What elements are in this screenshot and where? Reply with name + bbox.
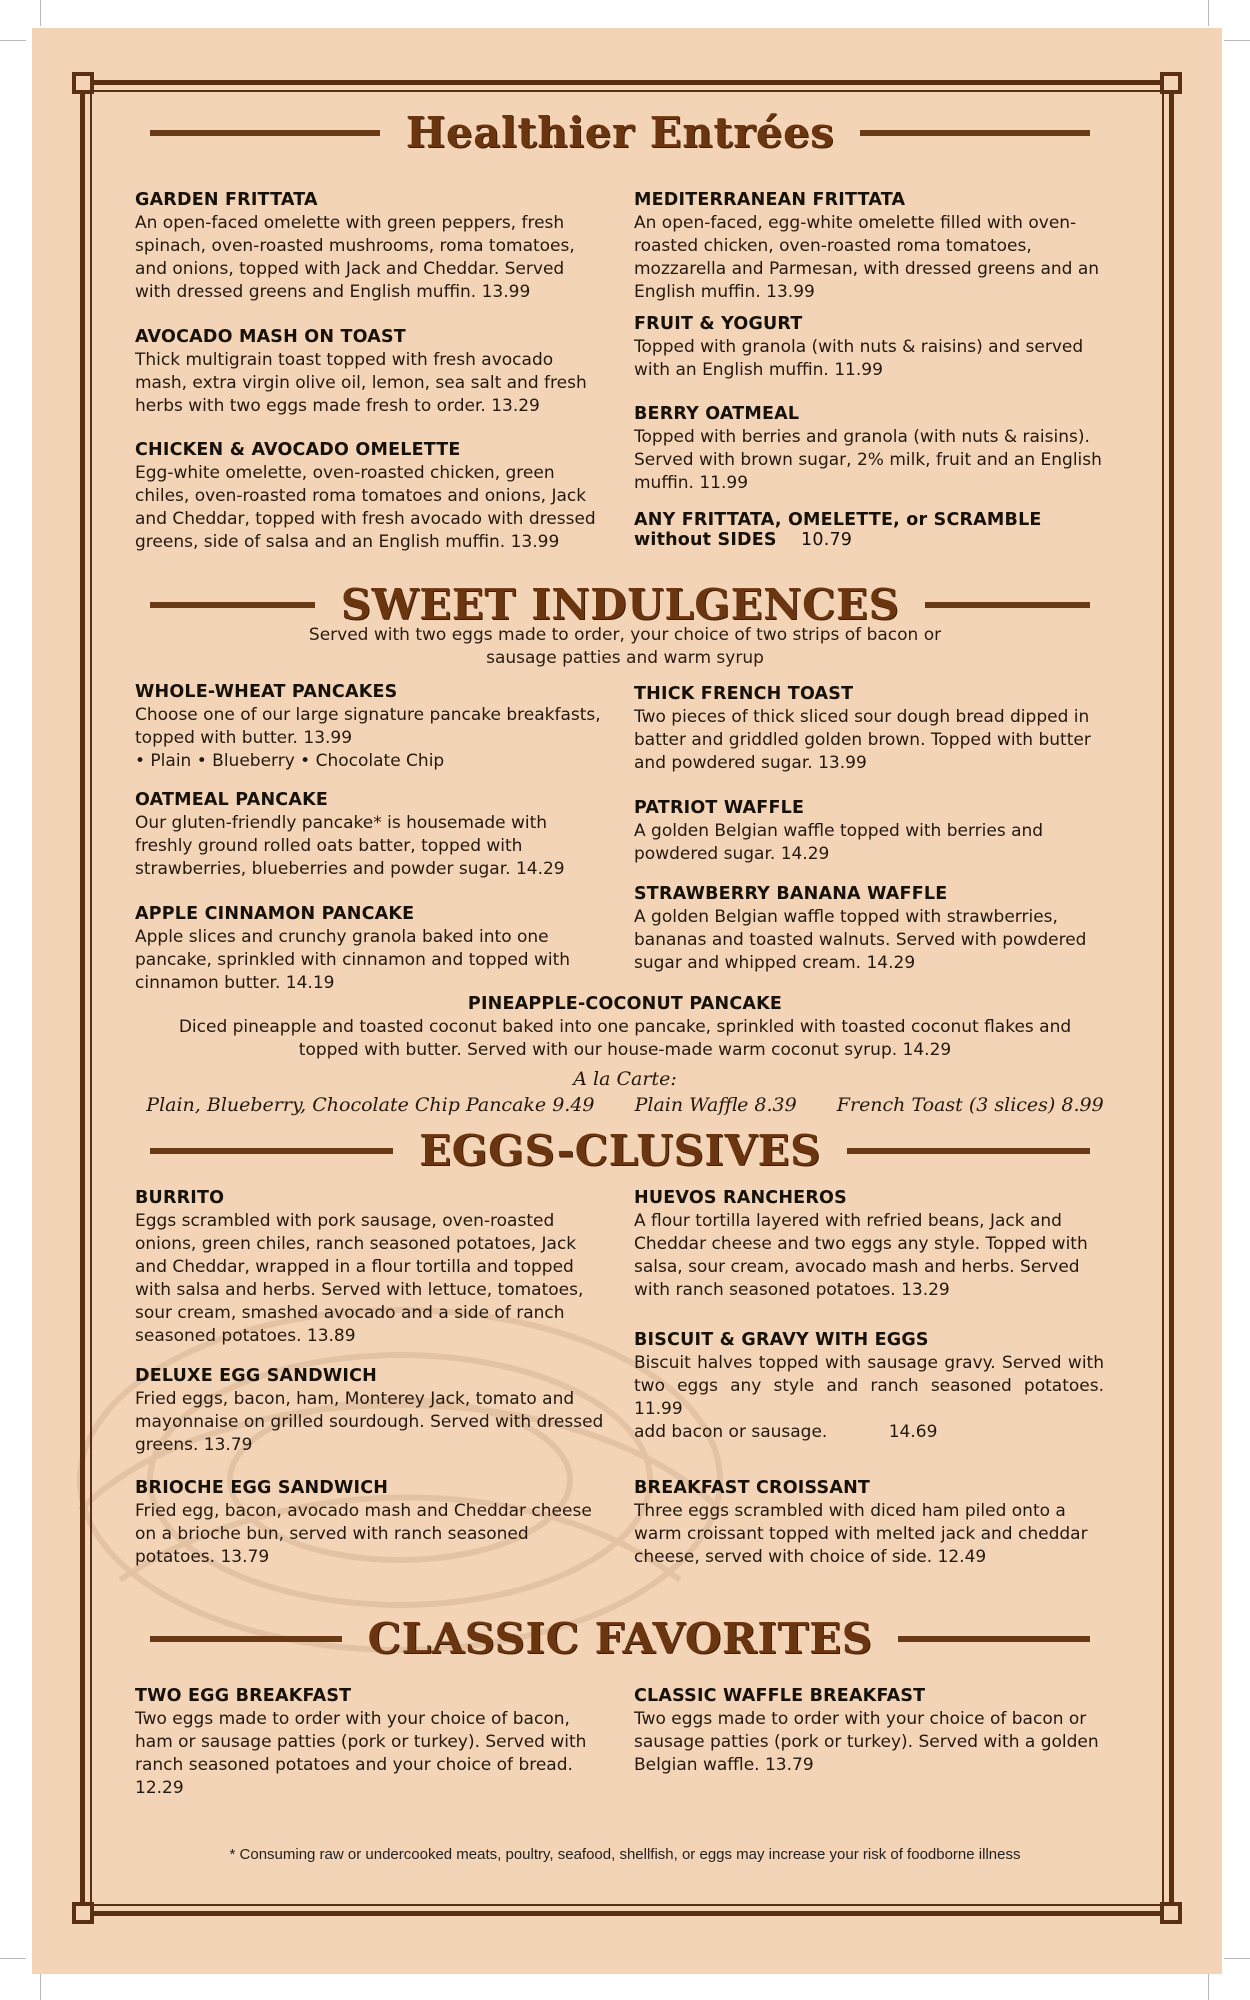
header-rule [150, 1148, 393, 1154]
item-desc: Three eggs scrambled with diced ham piled onto a warm croissant topped with melted jack and cheddar cheese, served with choice of side. 12.49 [634, 1501, 1088, 1567]
header-rule [925, 602, 1090, 608]
item-addon: add bacon or sausage. 14.69 [634, 1422, 938, 1442]
item-name: BREAKFAST CROISSANT [634, 1478, 871, 1498]
menu-item-strawberry-banana-waffle [634, 884, 1104, 975]
item-name: ANY FRITTATA, OMELETTE, or SCRAMBLE without SIDES 10.79 [634, 510, 1042, 550]
menu-item-fruit-yogurt [634, 314, 1104, 382]
item-name: STRAWBERRY BANANA WAFFLE [634, 884, 948, 904]
item-desc: An open-faced, egg-white omelette filled with oven-roasted chicken, oven-roasted roma tomatoes, mozzarella and Parmesan, with dressed greens and an English muffin. 13.99 [634, 213, 1100, 302]
section-title: CLASSIC FAVORITES [367, 1614, 873, 1663]
item-desc: Biscuit halves topped with sausage gravy. Served with two eggs any style and ranch seasoned potatoes. 11.99 [634, 1353, 1104, 1419]
item-price: 10.79 [801, 530, 853, 550]
item-desc: Eggs scrambled with pork sausage, oven-roasted onions, green chiles, ranch seasoned potatoes, Jack and Cheddar, wrapped in a flour tortilla and topped with salsa and herbs. Served with lettuce, tomatoes, sour cream, smashed avocado and a side of ranch seasoned potatoes. 13.89 [135, 1211, 584, 1346]
item-options: • Plain • Blueberry • Chocolate Chip [135, 751, 445, 771]
item-name: DELUXE EGG SANDWICH [135, 1366, 377, 1386]
header-rule [150, 1636, 342, 1642]
menu-item-brioche-egg-sandwich [135, 1478, 605, 1569]
menu-item-deluxe-egg-sandwich [135, 1366, 605, 1457]
item-price: 13.29 [901, 1280, 950, 1300]
menu-item-classic-waffle-breakfast [634, 1686, 1104, 1777]
item-price: 12.49 [937, 1547, 987, 1567]
section-header-sweet [150, 580, 1090, 629]
menu-item-thick-french-toast [634, 684, 1104, 775]
item-desc: A golden Belgian waffle topped with strawberries, bananas and toasted walnuts. Served with powdered sugar and whipped cream. 14.29 [634, 907, 1087, 973]
item-price: 11.99 [699, 473, 749, 493]
item-price: 13.99 [481, 282, 531, 302]
section-header-eggs [150, 1126, 1090, 1175]
menu-item-two-egg-breakfast [135, 1686, 605, 1800]
item-price: 14.19 [285, 973, 335, 993]
item-desc: Thick multigrain toast topped with fresh avocado mash, extra virgin olive oil, lemon, sea salt and fresh herbs with two eggs made fresh to order. 13.29 [135, 350, 587, 416]
menu-item-garden-frittata [135, 190, 605, 304]
item-name: OATMEAL PANCAKE [135, 790, 328, 810]
item-name: THICK FRENCH TOAST [634, 684, 854, 704]
alacarte-list [130, 1094, 1120, 1116]
footnote-disclaimer: * Consuming raw or undercooked meats, poultry, seafood, shellfish, or eggs may increase your risk of foodborne illness [229, 1846, 1021, 1863]
item-desc: Fried egg, bacon, avocado mash and Cheddar cheese on a brioche bun, served with ranch seasoned potatoes. 13.79 [135, 1501, 592, 1567]
menu-item-patriot-waffle [634, 798, 1104, 866]
item-price: 14.29 [902, 1040, 952, 1060]
item-price: 12.29 [135, 1778, 184, 1798]
item-price: 14.29 [866, 953, 916, 973]
item-price: 11.99 [634, 1399, 683, 1419]
addon-price: 14.69 [888, 1422, 938, 1442]
alacarte-entry: French Toast (3 slices) 8.99 [836, 1094, 1104, 1116]
item-price: 13.89 [306, 1326, 356, 1346]
item-name: APPLE CINNAMON PANCAKE [135, 904, 415, 924]
item-desc: A flour tortilla layered with refried beans, Jack and Cheddar cheese and two eggs any style. Topped with salsa, sour cream, avocado mash and herbs. Served with ranch seasoned potatoes. 13.29 [634, 1211, 1088, 1300]
item-desc: Apple slices and crunchy granola baked into one pancake, sprinkled with cinnamon and topped with cinnamon butter. 14.19 [135, 927, 571, 993]
item-name: BERRY OATMEAL [634, 404, 800, 424]
item-name: BRIOCHE EGG SANDWICH [135, 1478, 389, 1498]
section-subtitle: Served with two eggs made to order, your choice of two strips of bacon or sausage patties and warm syrup [308, 625, 942, 668]
menu-item-breakfast-croissant [634, 1478, 1104, 1569]
item-name: BURRITO [135, 1188, 225, 1208]
item-name: AVOCADO MASH ON TOAST [135, 327, 406, 347]
item-price: 13.99 [818, 753, 867, 773]
section-title: EGGS-CLUSIVES [419, 1126, 821, 1175]
item-desc: Fried eggs, bacon, ham, Monterey Jack, tomato and mayonnaise on grilled sourdough. Served with dressed greens. 13.79 [135, 1389, 604, 1455]
item-desc: Our gluten-friendly pancake* is housemade with freshly ground rolled oats batter, topped with strawberries, blueberries and powder sugar. 14.29 [135, 813, 565, 879]
item-desc: Topped with berries and granola (with nuts & raisins). Served with brown sugar, 2% milk, fruit and an English muffin. 11.99 [634, 427, 1102, 493]
item-name: GARDEN FRITTATA [135, 190, 318, 210]
item-name: HUEVOS RANCHEROS [634, 1188, 847, 1208]
item-desc: An open-faced omelette with green peppers, fresh spinach, oven-roasted mushrooms, roma tomatoes, and onions, topped with Jack and Cheddar. Served with dressed greens and English muffin. 13.99 [135, 213, 575, 302]
alacarte-entry: Plain Waffle 8.39 [634, 1094, 797, 1116]
item-price: 13.99 [510, 532, 560, 552]
menu-item-mediterranean-frittata [634, 190, 1104, 304]
menu-item-avocado-mash [135, 327, 605, 418]
item-price: 13.79 [203, 1435, 253, 1455]
menu-item-chicken-avocado-omelette [135, 440, 605, 554]
header-rule [898, 1636, 1090, 1642]
item-desc: Diced pineapple and toasted coconut baked into one pancake, sprinkled with toasted coconut flakes and topped with butter. Served with our house-made warm coconut syrup. 14.29 [178, 1017, 1072, 1060]
header-rule [847, 1148, 1090, 1154]
item-name: PINEAPPLE-COCONUT PANCAKE [467, 994, 783, 1014]
alacarte-label: A la Carte: [573, 1068, 677, 1090]
item-price: 13.29 [491, 396, 540, 416]
item-desc: Two eggs made to order with your choice of bacon or sausage patties (pork or turkey). Served with a golden Belgian waffle. 13.79 [634, 1709, 1099, 1775]
section-header-healthier [150, 108, 1090, 157]
item-price: 13.99 [766, 282, 815, 302]
item-name: CLASSIC WAFFLE BREAKFAST [634, 1686, 926, 1706]
item-price: 14.29 [515, 859, 565, 879]
header-rule [150, 130, 380, 136]
menu-item-oatmeal-pancake [135, 790, 605, 881]
header-rule [860, 130, 1090, 136]
menu-item-whole-wheat-pancakes [135, 682, 605, 773]
item-desc: Two eggs made to order with your choice of bacon, ham or sausage patties (pork or turkey). Served with ranch seasoned potatoes and your choice of bread. 12.29 [135, 1709, 587, 1798]
menu-item-burrito [135, 1188, 605, 1348]
header-rule [150, 602, 315, 608]
item-name: TWO EGG BREAKFAST [135, 1686, 352, 1706]
section-header-classic [150, 1614, 1090, 1663]
item-name: MEDITERRANEAN FRITTATA [634, 190, 906, 210]
item-name: WHOLE-WHEAT PANCAKES [135, 682, 398, 702]
item-price: 14.29 [780, 844, 830, 864]
section-title: Healthier Entrées [405, 108, 835, 157]
item-price: 13.99 [303, 728, 353, 748]
item-price: 11.99 [834, 360, 883, 380]
item-price: 13.79 [764, 1755, 814, 1775]
menu-item-apple-cinnamon-pancake [135, 904, 605, 995]
item-name: BISCUIT & GRAVY WITH EGGS [634, 1330, 929, 1350]
item-desc: Two pieces of thick sliced sour dough bread dipped in batter and griddled golden brown. Topped with butter and powdered sugar. 13.99 [634, 707, 1091, 773]
item-price: 13.79 [220, 1547, 270, 1567]
item-name: FRUIT & YOGURT [634, 314, 803, 334]
menu-item-berry-oatmeal [634, 404, 1104, 495]
item-name: CHICKEN & AVOCADO OMELETTE [135, 440, 461, 460]
alacarte-entry: Plain, Blueberry, Chocolate Chip Pancake 9.49 [146, 1094, 595, 1116]
item-desc: Egg-white omelette, oven-roasted chicken, green chiles, oven-roasted roma tomatoes and onions, Jack and Cheddar, topped with fresh avocado with dressed greens, side of salsa and an English muffin. 13.99 [135, 463, 596, 552]
item-desc: Topped with granola (with nuts & raisins) and served with an English muffin. 11.99 [634, 337, 1084, 380]
section-title: SWEET INDULGENCES [340, 580, 900, 629]
item-desc: A golden Belgian waffle topped with berries and powdered sugar. 14.29 [634, 821, 1044, 864]
menu-item-pineapple-coconut-pancake [150, 994, 1100, 1062]
menu-item-any-frittata [634, 510, 1064, 552]
menu-item-biscuit-gravy [634, 1330, 1104, 1444]
menu-item-huevos-rancheros [634, 1188, 1104, 1302]
item-desc: Choose one of our large signature pancake breakfasts, topped with butter. 13.99 [135, 705, 601, 748]
item-name: PATRIOT WAFFLE [634, 798, 805, 818]
